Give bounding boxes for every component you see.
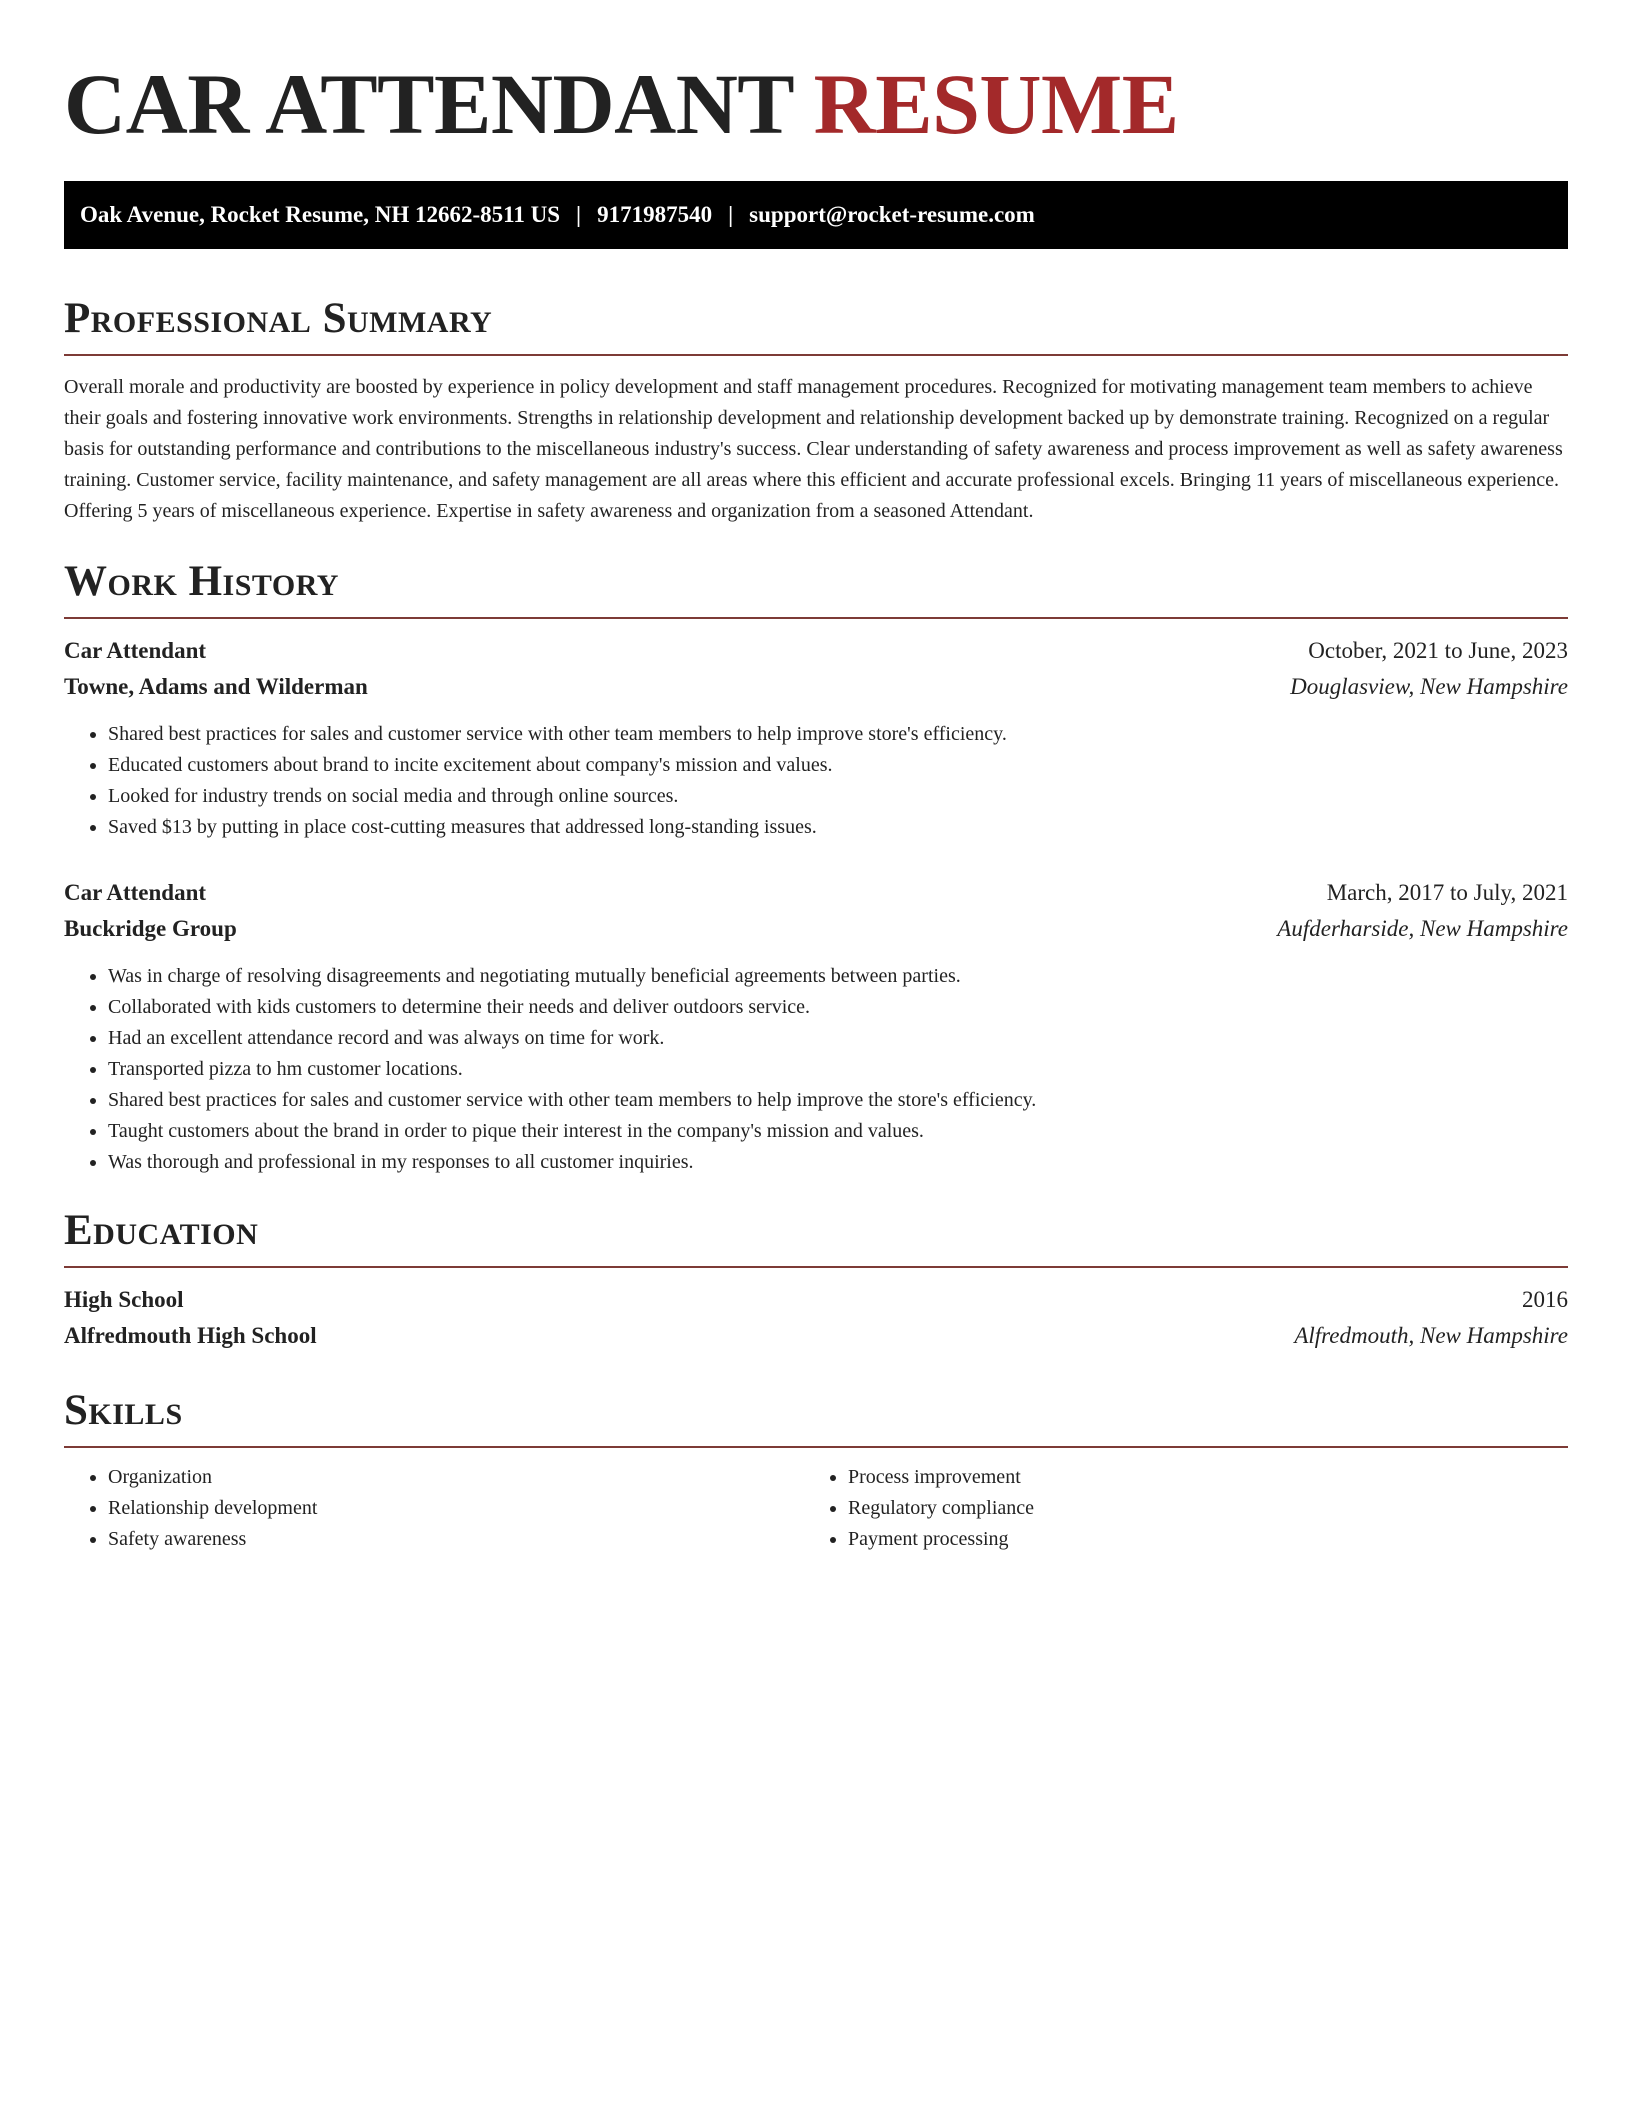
work-history-heading: Work History xyxy=(64,558,339,605)
skill-item: • Organization xyxy=(108,1462,804,1493)
job-bullets xyxy=(64,719,1568,843)
education-school-row xyxy=(64,1318,1568,1354)
resume-page xyxy=(64,0,1568,1555)
job-dates: March, 2017 to July, 2021 xyxy=(1326,880,1568,905)
job-bullets xyxy=(64,961,1568,1178)
education-section xyxy=(64,1204,1568,1354)
title-main: CAR ATTENDANT xyxy=(64,56,793,152)
job-location: Aufderharside, New Hampshire xyxy=(1277,916,1568,941)
skills-section xyxy=(64,1384,1568,1555)
job-bullet: • Taught customers about the brand in order to pique their interest in the company's mission and values. xyxy=(108,1116,1568,1147)
job-company-row xyxy=(64,911,1568,947)
education-school: Alfredmouth High School xyxy=(64,1323,317,1348)
job-bullet: • Was thorough and professional in my responses to all customer inquiries. xyxy=(108,1147,1568,1178)
contact-email[interactable]: support@rocket-resume.com xyxy=(749,202,1035,227)
skills-list-left xyxy=(64,1462,804,1555)
education-year: 2016 xyxy=(1522,1287,1568,1312)
summary-text: Overall morale and productivity are boosted by experience in policy development and staff management procedures. Recognized for motivating management team members to achieve their goals and fostering innovative work environments. Strengths in relationship development and relationship development backed up by demonstrate training. Recognized on a regular basis for outstanding performance and contributions to the miscellaneous industry's success. Clear understanding of safety awareness and process improvement as well as safety awareness training. Customer service, facility maintenance, and safety management are all areas where this efficient and accurate professional excels. Bringing 11 years of miscellaneous experience. Offering 5 years of miscellaneous experience. Expertise in safety awareness and organization from a seasoned Attendant. xyxy=(64,376,1563,522)
summary-section xyxy=(64,292,1568,527)
skill-item: • Payment processing xyxy=(848,1524,1544,1555)
section-divider xyxy=(64,1266,1568,1268)
skill-item: • Relationship development xyxy=(108,1493,804,1524)
job-entry xyxy=(64,875,1568,1178)
job-bullet: • Transported pizza to hm customer locations. xyxy=(108,1054,1568,1085)
education-heading: Education xyxy=(64,1207,259,1254)
job-header-row xyxy=(64,875,1568,911)
education-degree: High School xyxy=(64,1287,184,1312)
job-bullet: • Shared best practices for sales and customer service with other team members to help improve the store's efficiency. xyxy=(108,1085,1568,1116)
job-bullet: • Shared best practices for sales and customer service with other team members to help improve store's efficiency. xyxy=(108,719,1568,750)
job-entry xyxy=(64,633,1568,843)
contact-separator: | xyxy=(576,202,582,227)
contact-address: Oak Avenue, Rocket Resume, NH 12662-8511 US xyxy=(80,202,561,227)
job-title: Car Attendant xyxy=(64,638,207,663)
job-location: Douglasview, New Hampshire xyxy=(1290,674,1568,699)
education-location: Alfredmouth, New Hampshire xyxy=(1294,1323,1568,1348)
job-dates: October, 2021 to June, 2023 xyxy=(1308,638,1568,663)
job-company: Towne, Adams and Wilderman xyxy=(64,674,368,699)
skill-item: • Regulatory compliance xyxy=(848,1493,1544,1524)
skills-heading: Skills xyxy=(64,1387,183,1434)
job-bullet: • Educated customers about brand to incite excitement about company's mission and values. xyxy=(108,750,1568,781)
resume-title xyxy=(64,58,1568,150)
section-divider xyxy=(64,1446,1568,1448)
skill-item: • Process improvement xyxy=(848,1462,1544,1493)
contact-bar xyxy=(64,181,1568,249)
title-accent: RESUME xyxy=(813,56,1179,152)
job-title: Car Attendant xyxy=(64,880,207,905)
job-header-row xyxy=(64,633,1568,669)
skill-item: • Safety awareness xyxy=(108,1524,804,1555)
job-bullet: • Saved $13 by putting in place cost-cutting measures that addressed long-standing issues. xyxy=(108,812,1568,843)
contact-separator: | xyxy=(728,202,734,227)
section-divider xyxy=(64,354,1568,356)
work-history-section xyxy=(64,555,1568,1178)
job-bullet: • Collaborated with kids customers to determine their needs and deliver outdoors service. xyxy=(108,992,1568,1023)
summary-heading: Professional Summary xyxy=(64,295,493,342)
skills-list-right xyxy=(804,1462,1544,1555)
job-company-row xyxy=(64,669,1568,705)
job-bullet: • Looked for industry trends on social media and through online sources. xyxy=(108,781,1568,812)
education-entry xyxy=(64,1282,1568,1354)
contact-phone: 9171987540 xyxy=(597,202,713,227)
education-header-row xyxy=(64,1282,1568,1318)
job-company: Buckridge Group xyxy=(64,916,237,941)
skills-columns xyxy=(64,1462,1568,1555)
section-divider xyxy=(64,617,1568,619)
job-bullet: • Had an excellent attendance record and was always on time for work. xyxy=(108,1023,1568,1054)
job-bullet: • Was in charge of resolving disagreements and negotiating mutually beneficial agreements between parties. xyxy=(108,961,1568,992)
